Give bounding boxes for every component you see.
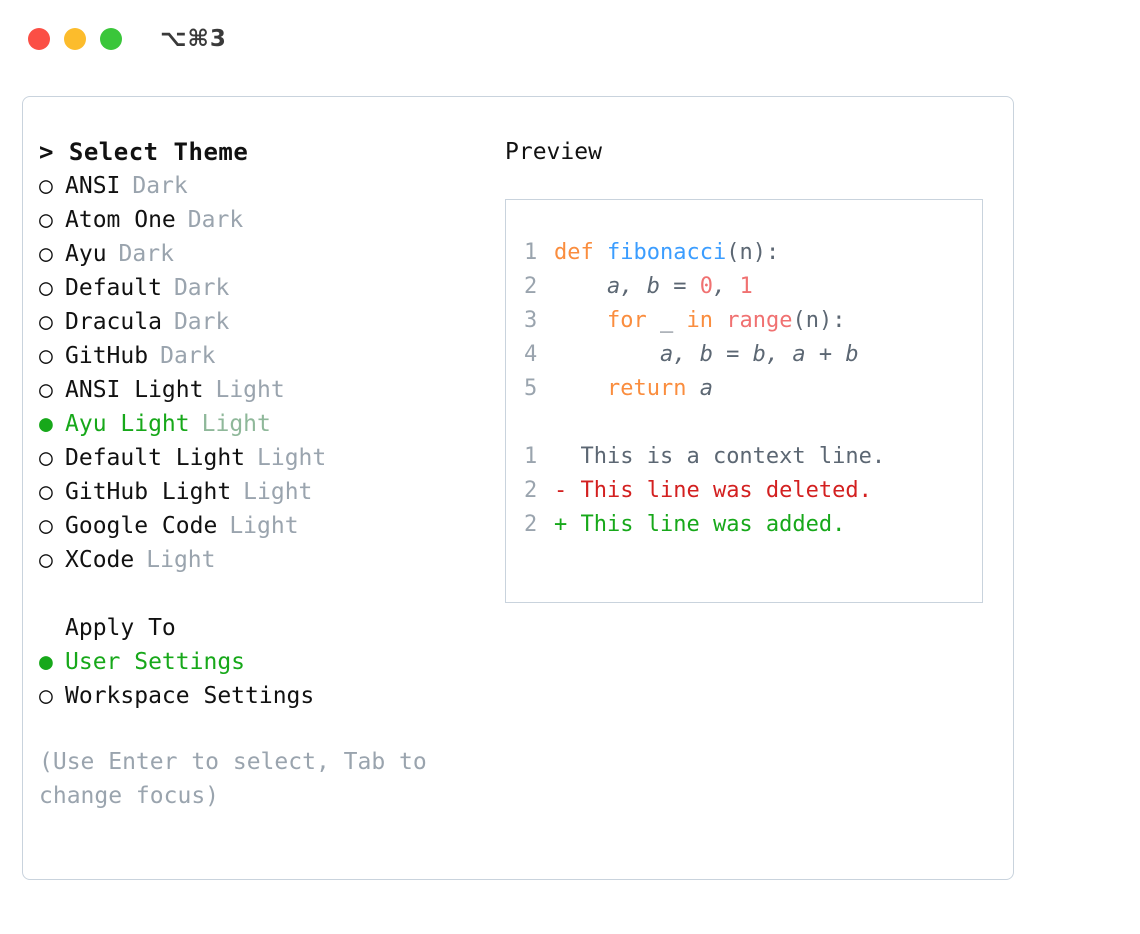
code-line-text xyxy=(554,270,753,304)
diff-line-text: This line was deleted. xyxy=(567,478,872,503)
apply-to-label: Workspace Settings xyxy=(65,683,315,709)
code-token: a, b = b, a + b xyxy=(554,342,859,367)
preview-heading: Preview xyxy=(505,139,602,165)
radio-selected-icon: ● xyxy=(39,649,53,675)
code-token: , xyxy=(712,274,740,299)
line-number: 1 xyxy=(524,240,538,265)
theme-kind-label: Light xyxy=(257,445,327,471)
radio-unselected-icon: ○ xyxy=(39,207,53,233)
code-line xyxy=(524,304,982,338)
title-bar xyxy=(0,0,1140,78)
code-token xyxy=(554,376,607,401)
theme-name: GitHub xyxy=(65,343,149,369)
radio-unselected-icon: ○ xyxy=(39,513,53,539)
theme-list-item[interactable] xyxy=(39,407,485,441)
radio-selected-icon: ● xyxy=(39,411,53,437)
line-number: 2 xyxy=(524,478,538,503)
line-number: 2 xyxy=(524,274,538,299)
theme-name: ANSI xyxy=(65,173,121,199)
code-token: (n): xyxy=(792,308,846,333)
minimize-button-icon[interactable] xyxy=(64,28,86,50)
theme-kind-label: Dark xyxy=(187,207,244,233)
theme-list-item[interactable] xyxy=(39,441,485,475)
theme-selector-panel xyxy=(22,96,1014,880)
theme-list-item[interactable] xyxy=(39,203,485,237)
code-token: return xyxy=(606,376,687,401)
theme-kind-label: Light xyxy=(146,547,216,573)
code-blank-line xyxy=(524,406,982,440)
theme-list-item[interactable] xyxy=(39,509,485,543)
preview-box xyxy=(505,199,983,603)
apply-to-heading: Apply To xyxy=(65,615,176,641)
theme-kind-label: Light xyxy=(243,479,313,505)
theme-list-item[interactable] xyxy=(39,169,485,203)
code-token: a xyxy=(686,376,713,401)
code-token: 0 xyxy=(699,274,713,299)
radio-unselected-icon: ○ xyxy=(39,683,53,709)
select-theme-heading xyxy=(39,135,485,169)
radio-unselected-icon: ○ xyxy=(39,309,53,335)
line-number: 5 xyxy=(524,376,538,401)
radio-unselected-icon: ○ xyxy=(39,241,53,267)
line-number: 3 xyxy=(524,308,538,333)
radio-unselected-icon: ○ xyxy=(39,343,53,369)
theme-kind-label: Dark xyxy=(132,173,188,199)
theme-list xyxy=(39,169,485,577)
theme-kind-label: Light xyxy=(229,513,299,539)
theme-list-column xyxy=(23,135,485,813)
theme-list-item[interactable] xyxy=(39,271,485,305)
apply-to-list xyxy=(39,645,485,713)
line-number: 1 xyxy=(524,444,538,469)
code-token: (n): xyxy=(726,240,780,265)
theme-list-item[interactable] xyxy=(39,305,485,339)
theme-kind-label: Light xyxy=(215,377,285,403)
code-token xyxy=(713,308,726,333)
window-shortcut-label: ⌥⌘3 xyxy=(160,26,227,52)
code-line xyxy=(524,236,982,270)
diff-line-text: This is a context line. xyxy=(567,444,886,469)
theme-list-item[interactable] xyxy=(39,237,485,271)
radio-unselected-icon: ○ xyxy=(39,445,53,471)
apply-to-label: User Settings xyxy=(65,649,246,675)
theme-kind-label: Dark xyxy=(160,343,216,369)
preview-column xyxy=(485,135,1013,813)
diff-marker xyxy=(554,440,567,474)
zoom-button-icon[interactable] xyxy=(100,28,122,50)
radio-unselected-icon: ○ xyxy=(39,479,53,505)
code-line-text xyxy=(554,304,845,338)
code-token: a, b = xyxy=(554,274,700,299)
theme-kind-label: Dark xyxy=(173,309,230,335)
diff-line-text: This line was added. xyxy=(567,512,846,537)
theme-list-item[interactable] xyxy=(39,373,485,407)
theme-name: Default Light xyxy=(65,445,246,471)
theme-list-item[interactable] xyxy=(39,339,485,373)
code-token: _ xyxy=(646,308,687,333)
code-token: in xyxy=(686,308,713,333)
code-line-text xyxy=(554,236,779,270)
theme-list-item[interactable] xyxy=(39,543,485,577)
diff-line xyxy=(524,474,982,508)
line-number: 2 xyxy=(524,512,538,537)
radio-unselected-icon: ○ xyxy=(39,275,53,301)
theme-name: GitHub Light xyxy=(65,479,232,505)
apply-to-option[interactable] xyxy=(39,645,485,679)
theme-name: XCode xyxy=(65,547,135,573)
keyboard-hint: (Use Enter to select, Tab to change focus) xyxy=(39,749,427,809)
code-line-text xyxy=(554,338,859,372)
theme-kind-label: Dark xyxy=(173,275,230,301)
theme-name: Atom One xyxy=(65,207,176,233)
theme-list-item[interactable] xyxy=(39,475,485,509)
apply-to-option[interactable] xyxy=(39,679,485,713)
code-token: range xyxy=(726,308,793,333)
code-token: for xyxy=(606,308,647,333)
radio-unselected-icon: ○ xyxy=(39,377,53,403)
theme-name: Ayu xyxy=(65,241,107,267)
code-line-text xyxy=(554,372,713,406)
theme-kind-label: Dark xyxy=(118,241,174,267)
diff-line xyxy=(524,440,982,474)
code-sample xyxy=(524,236,982,406)
theme-name: Dracula xyxy=(65,309,162,335)
traffic-lights xyxy=(28,28,122,50)
theme-kind-label: Light xyxy=(201,411,271,437)
close-button-icon[interactable] xyxy=(28,28,50,50)
diff-marker: + xyxy=(554,512,568,537)
prompt-marker: > xyxy=(39,138,54,166)
code-line xyxy=(524,372,982,406)
diff-line xyxy=(524,508,982,542)
code-line xyxy=(524,270,982,304)
radio-unselected-icon: ○ xyxy=(39,173,53,199)
code-token xyxy=(554,308,607,333)
spacer xyxy=(39,577,485,611)
line-number: 4 xyxy=(524,342,538,367)
theme-name: Ayu Light xyxy=(65,411,190,437)
radio-unselected-icon: ○ xyxy=(39,547,53,573)
code-line xyxy=(524,338,982,372)
theme-name: Google Code xyxy=(65,513,218,539)
diff-sample xyxy=(524,440,982,542)
code-token: def xyxy=(554,240,607,265)
theme-name: ANSI Light xyxy=(65,377,204,403)
code-token: fibonacci xyxy=(606,240,727,265)
code-token: 1 xyxy=(739,274,753,299)
diff-marker: - xyxy=(554,478,568,503)
theme-name: Default xyxy=(65,275,162,301)
select-theme-title: Select Theme xyxy=(68,138,249,166)
